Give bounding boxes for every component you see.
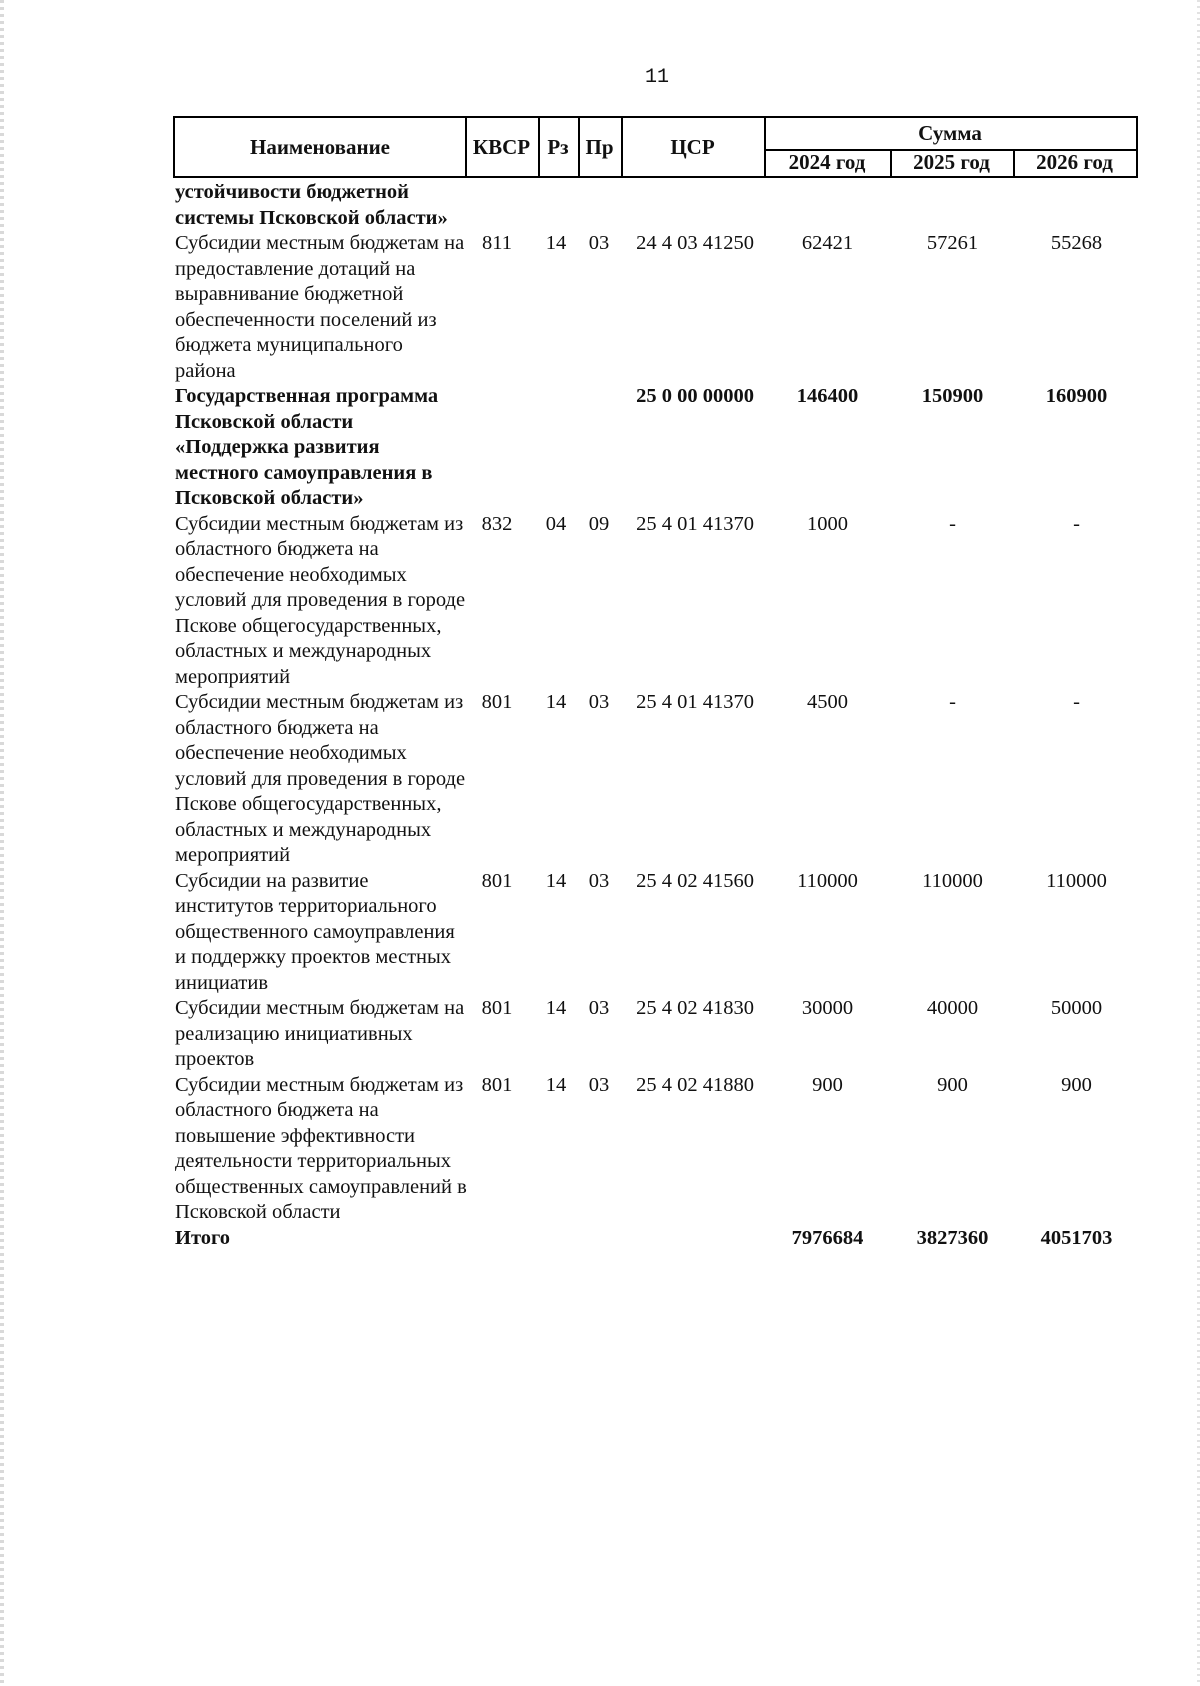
table-row bbox=[173, 180, 1138, 231]
header-rz: Рз bbox=[547, 134, 569, 159]
row-kvsr: 801 bbox=[481, 1073, 513, 1096]
table-body bbox=[173, 180, 1138, 1251]
row-value-2025: 40000 bbox=[926, 997, 979, 1019]
row-value-2026: - bbox=[1073, 512, 1080, 535]
header-sum: Сумма bbox=[918, 121, 982, 145]
table-row bbox=[173, 869, 1138, 997]
row-kvsr: 801 bbox=[481, 997, 513, 1019]
row-value-2024: 30000 bbox=[801, 997, 854, 1019]
row-value-2026: 110000 bbox=[1046, 869, 1107, 892]
row-csr: 25 4 01 41370 bbox=[636, 691, 754, 713]
row-value-2025: - bbox=[949, 691, 956, 713]
header-name: Наименование bbox=[250, 134, 390, 159]
row-value-2025: 900 bbox=[937, 1073, 968, 1096]
table-row bbox=[173, 690, 1138, 869]
table-header bbox=[173, 116, 1138, 178]
table-row bbox=[173, 996, 1138, 1073]
table-row bbox=[173, 512, 1138, 691]
row-csr: 24 4 03 41250 bbox=[636, 232, 754, 254]
page-number: 11 bbox=[644, 66, 669, 89]
row-name: Субсидии местным бюджетам из областного бюджета на повышение эффективности деятельности территориальных общественных самоуправлений в Псковской области bbox=[175, 1073, 467, 1223]
row-name: устойчивости бюджетной системы Псковской области» bbox=[175, 181, 448, 229]
header-pr: Пр bbox=[585, 134, 614, 159]
row-name: Субсидии местным бюджетам из областного бюджета на обеспечение необходимых условий для проведения в городе Пскове общегосударственных, областных и международных мероприятий bbox=[175, 512, 466, 688]
row-value-2024: 900 bbox=[812, 1073, 843, 1096]
row-csr: 25 0 00 00000 bbox=[636, 385, 754, 407]
table-row-total bbox=[173, 1226, 1138, 1252]
table-row bbox=[173, 1073, 1138, 1226]
row-value-2024: 4500 bbox=[807, 691, 848, 713]
header-csr: ЦСР bbox=[670, 134, 715, 159]
row-name: Итого bbox=[175, 1226, 231, 1249]
row-csr: 25 4 01 41370 bbox=[636, 512, 754, 535]
row-name: Субсидии на развитие институтов территориального общественного самоуправления и поддержку проектов местных инициатив bbox=[175, 869, 455, 994]
row-pr: 03 bbox=[588, 1073, 610, 1096]
row-name: Субсидии местным бюджетам на реализацию инициативных проектов bbox=[175, 997, 465, 1070]
row-value-2024: 1000 bbox=[807, 512, 848, 535]
row-value-2025: 150900 bbox=[921, 385, 984, 407]
row-kvsr: 801 bbox=[481, 869, 513, 892]
row-rz: 14 bbox=[545, 232, 567, 254]
row-value-2026: 160900 bbox=[1045, 385, 1108, 407]
row-csr: 25 4 02 41880 bbox=[636, 1073, 754, 1096]
row-value-2024: 146400 bbox=[796, 385, 859, 407]
row-pr: 09 bbox=[588, 512, 610, 535]
row-value-2025: - bbox=[949, 512, 956, 535]
row-kvsr: 811 bbox=[482, 232, 512, 254]
row-csr: 25 4 02 41830 bbox=[636, 997, 754, 1019]
row-value-2025: 3827360 bbox=[916, 1226, 989, 1249]
row-value-2025: 57261 bbox=[926, 232, 979, 254]
row-value-2024: 110000 bbox=[797, 869, 858, 892]
row-value-2026: 900 bbox=[1061, 1073, 1092, 1096]
row-name: Субсидии местным бюджетам на предоставление дотаций на выравнивание бюджетной обеспеченности поселений из бюджета муниципального района bbox=[175, 232, 465, 382]
scan-edge-left bbox=[0, 0, 4, 1686]
row-rz: 14 bbox=[545, 691, 567, 713]
row-pr: 03 bbox=[588, 997, 610, 1019]
row-rz: 14 bbox=[545, 869, 567, 892]
row-value-2024: 7976684 bbox=[791, 1226, 864, 1249]
row-name: Государственная программа Псковской области «Поддержка развития местного самоуправления в Псковской области» bbox=[175, 385, 439, 509]
row-rz: 14 bbox=[545, 997, 567, 1019]
table-row bbox=[173, 231, 1138, 384]
row-value-2025: 110000 bbox=[922, 869, 983, 892]
row-value-2024: 62421 bbox=[801, 232, 854, 254]
row-value-2026: 55268 bbox=[1050, 232, 1103, 254]
row-pr: 03 bbox=[588, 869, 610, 892]
header-year-2026: 2026 год bbox=[1036, 150, 1113, 174]
row-rz: 14 bbox=[545, 1073, 567, 1096]
header-kvsr: КВСР bbox=[472, 134, 531, 159]
row-kvsr: 832 bbox=[481, 512, 513, 535]
row-pr: 03 bbox=[588, 232, 610, 254]
row-value-2026: 50000 bbox=[1050, 997, 1103, 1019]
row-value-2026: 4051703 bbox=[1040, 1226, 1113, 1249]
table-row bbox=[173, 384, 1138, 512]
row-name: Субсидии местным бюджетам из областного бюджета на обеспечение необходимых условий для проведения в городе Пскове общегосударственных, областных и международных мероприятий bbox=[175, 691, 466, 866]
header-year-2025: 2025 год bbox=[913, 150, 990, 174]
row-csr: 25 4 02 41560 bbox=[636, 869, 754, 892]
row-rz: 04 bbox=[545, 512, 567, 535]
row-kvsr: 801 bbox=[481, 691, 513, 713]
header-year-2024: 2024 год bbox=[788, 150, 866, 174]
row-value-2026: - bbox=[1073, 691, 1080, 713]
row-pr: 03 bbox=[588, 691, 610, 713]
